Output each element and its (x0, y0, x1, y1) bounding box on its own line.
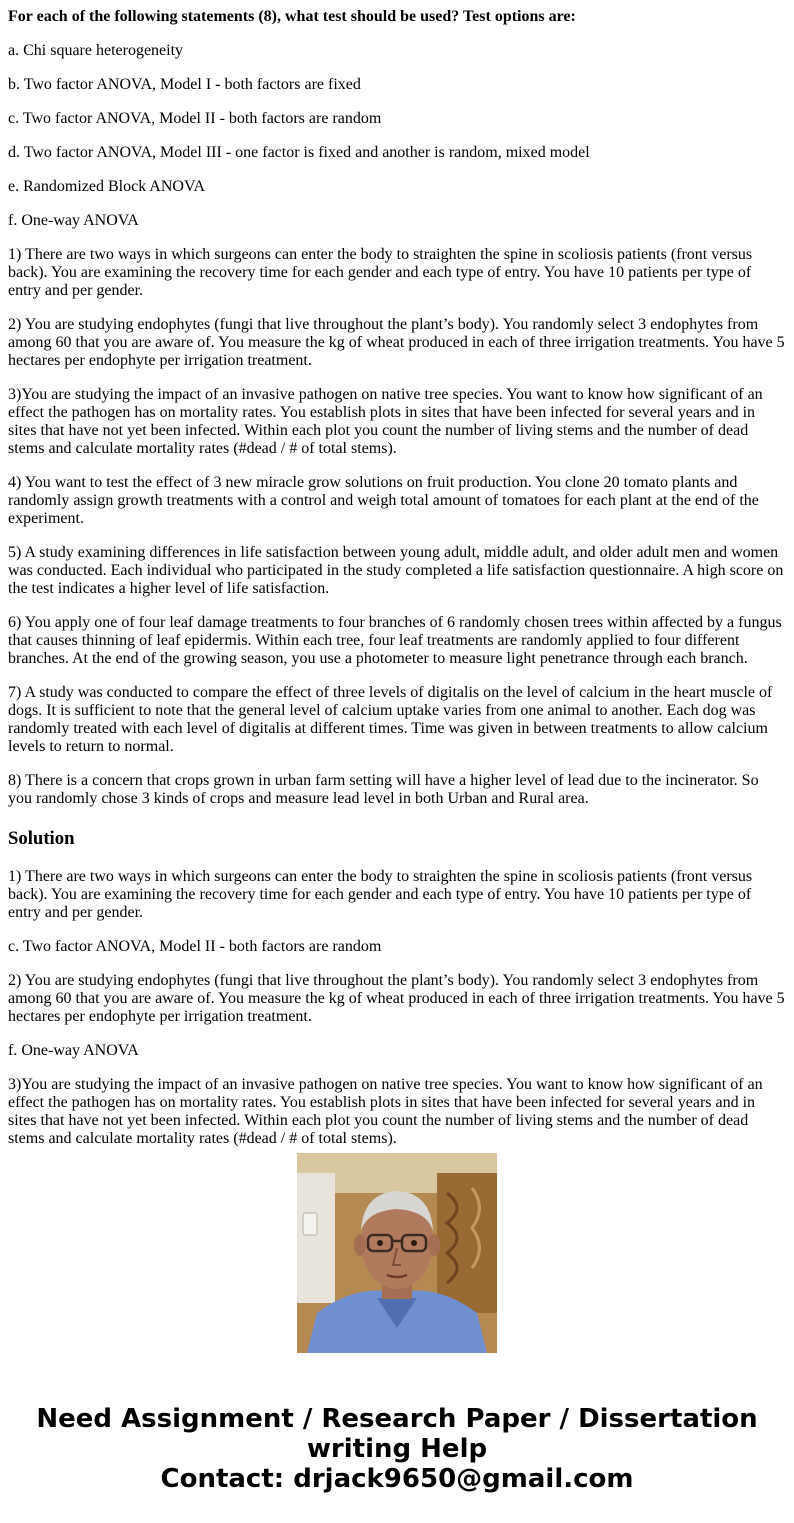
contact-email: Contact: drjack9650@gmail.com (160, 1464, 634, 1494)
solution-answer-1: c. Two factor ANOVA, Model II - both factors are random (8, 938, 382, 955)
statement-7: 7) A study was conducted to compare the effect of three levels of digitalis on the level of calcium in the heart muscle of dogs. It is sufficient to note that the general level of calcium uptake varies from one animal to another. Each dog was randomly treated with each level of digitalis at different times. Time was given in between treatments to allow calcium levels to return to normal. (8, 684, 773, 755)
option-b: b. Two factor ANOVA, Model I - both factors are fixed (8, 76, 361, 93)
statement-2: 2) You are studying endophytes (fungi that live throughout the plant’s body). You randomly select 3 endophytes from among 60 that you are aware of. You measure the kg of wheat produced in each of three irrigation treatments. You have 5 hectares per endophyte per irrigation treatment. (8, 316, 785, 369)
solution-heading: Solution (8, 828, 75, 849)
statement-1: 1) There are two ways in which surgeons can enter the body to straighten the spine in scoliosis patients (front versus back). You are examining the recovery time for each gender and each type of entry. You have 10 patients per type of entry and per gender. (8, 246, 753, 299)
document-content (8, 0, 786, 1147)
statement-8: 8) There is a concern that crops grown in urban farm setting will have a higher level of lead due to the incinerator. So you randomly chose 3 kinds of crops and measure lead level in both Urban and Rural area. (8, 772, 759, 807)
option-a: a. Chi square heterogeneity (8, 42, 184, 59)
solution-statement-3: 3)You are studying the impact of an invasive pathogen on native tree species. You want to know how significant of an effect the pathogen has on mortality rates. You establish plots in sites that have been infected for several years and in sites that have not yet been infected. Within each plot you count the number of living stems and the number of dead stems and calculate mortality rates (#dead / # of total stems). (8, 1076, 763, 1147)
statement-6: 6) You apply one of four leaf damage treatments to four branches of 6 randomly chosen trees within affected by a fungus that causes thinning of leaf epidermis. Within each tree, four leaf treatments are randomly applied to four different branches. At the end of the growing season, you use a photometer to measure light penetrance through each branch. (8, 614, 782, 667)
option-f: f. One-way ANOVA (8, 212, 139, 229)
solution-statement-1: 1) There are two ways in which surgeons can enter the body to straighten the spine in scoliosis patients (front versus back). You are examining the recovery time for each gender and each type of entry. You have 10 patients per type of entry and per gender. (8, 868, 753, 921)
author-avatar (297, 1153, 497, 1353)
contact-banner (0, 1404, 794, 1494)
banner-line-1: Need Assignment / Research Paper / Dissertation (36, 1404, 758, 1434)
option-c: c. Two factor ANOVA, Model II - both factors are random (8, 110, 382, 127)
author-photo (297, 1153, 497, 1353)
question-title: For each of the following statements (8), what test should be used? Test options are: (8, 8, 576, 25)
option-d: d. Two factor ANOVA, Model III - one factor is fixed and another is random, mixed model (8, 144, 590, 161)
solution-answer-2: f. One-way ANOVA (8, 1042, 139, 1059)
statement-4: 4) You want to test the effect of 3 new miracle grow solutions on fruit production. You clone 20 tomato plants and randomly assign growth treatments with a control and weigh total amount of tomatoes for each plant at the end of the experiment. (8, 474, 759, 527)
banner-line-2: writing Help (306, 1434, 488, 1464)
solution-statement-2: 2) You are studying endophytes (fungi that live throughout the plant’s body). You randomly select 3 endophytes from among 60 that you are aware of. You measure the kg of wheat produced in each of three irrigation treatments. You have 5 hectares per endophyte per irrigation treatment. (8, 972, 785, 1025)
statement-5: 5) A study examining differences in life satisfaction between young adult, middle adult, and older adult men and women was conducted. Each individual who participated in the study completed a life satisfaction questionnaire. A high score on the test indicates a higher level of life satisfaction. (8, 544, 784, 597)
option-e: e. Randomized Block ANOVA (8, 178, 206, 195)
statement-3: 3)You are studying the impact of an invasive pathogen on native tree species. You want to know how significant of an effect the pathogen has on mortality rates. You establish plots in sites that have been infected for several years and in sites that have not yet been infected. Within each plot you count the number of living stems and the number of dead stems and calculate mortality rates (#dead / # of total stems). (8, 386, 763, 457)
